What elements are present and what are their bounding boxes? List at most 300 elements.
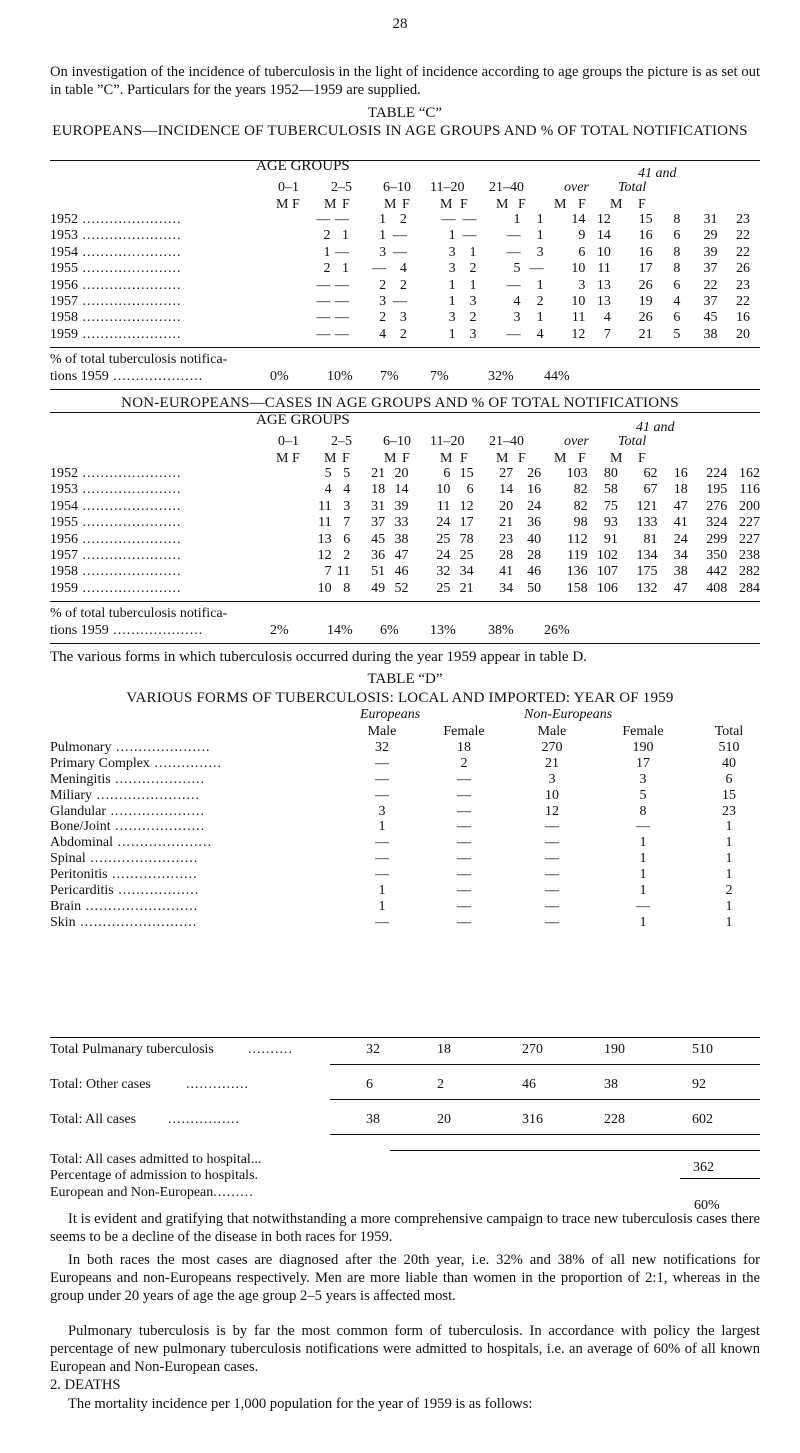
value-cell: 25 [436, 531, 451, 547]
table-row [50, 261, 750, 277]
age-group-header: over [564, 180, 589, 195]
year: 1959 [50, 326, 78, 342]
sex-header: F [518, 451, 526, 466]
sex-header: M [276, 197, 289, 212]
value-cell: — [334, 277, 349, 293]
value-cell: 4 [536, 326, 544, 342]
value-cell: 5 [343, 466, 351, 481]
percentage-value: 13% [430, 623, 456, 638]
year: 1953 [50, 228, 78, 244]
table-d [50, 724, 762, 931]
value-cell: 8 [673, 244, 681, 260]
value-cell: 12 [545, 803, 559, 819]
total-rule [330, 1064, 760, 1065]
form-name-cell [50, 899, 350, 915]
form-name-cell [50, 883, 350, 899]
value-cell: — [506, 228, 521, 244]
sex-header: M [384, 451, 397, 466]
value-cell: — [375, 851, 389, 867]
column-header: Male [367, 724, 397, 739]
value-cell: 25 [459, 548, 474, 564]
value-cell: 31 [703, 212, 718, 227]
value-cell: 6 [466, 482, 474, 498]
value-cell: 40 [527, 531, 542, 547]
value-cell: 5 [324, 466, 332, 481]
value-cell: — [545, 883, 559, 899]
percentage-value: 60% [694, 1198, 720, 1213]
value-cell: 24 [436, 515, 451, 531]
form-name-cell [50, 804, 350, 820]
value-cell: 36 [371, 548, 386, 564]
value-cell: 41 [673, 515, 688, 531]
sex-header: M [496, 197, 509, 212]
value-cell: 23 [736, 277, 750, 293]
value-cell: — [372, 261, 387, 277]
value-cell: 6 [673, 310, 681, 326]
value-cell: 1 [378, 898, 386, 914]
sex-header: M [384, 197, 397, 212]
value-cell: 34 [673, 548, 688, 564]
leader-dots: ...................... [78, 326, 182, 342]
table-row [50, 788, 762, 804]
forms-intro: The various forms in which tuberculosis occurred during the year 1959 appear in table D. [50, 649, 587, 665]
value-cell: 25 [436, 580, 451, 596]
value-cell: — [375, 835, 389, 851]
value-cell: 136 [566, 564, 588, 580]
table-row [50, 564, 760, 580]
value-cell: 26 [527, 466, 542, 481]
value-cell: 106 [596, 580, 618, 596]
value-cell: 2 [399, 326, 407, 342]
value-cell: 103 [566, 466, 588, 481]
value-cell: 2 [469, 310, 477, 326]
value-cell: 2 [379, 310, 387, 326]
value-cell: 23 [499, 531, 514, 547]
percentage-value: 38% [488, 623, 514, 638]
sex-header: F [342, 197, 350, 212]
value-cell: 12 [571, 326, 586, 342]
value-cell: 1 [536, 277, 544, 293]
value-cell: — [457, 867, 471, 883]
value-cell: 82 [573, 498, 588, 514]
year: 1952 [50, 466, 78, 481]
value-cell: 1 [448, 326, 456, 342]
total-value: 92 [692, 1077, 706, 1092]
value-cell: 1 [378, 819, 386, 835]
table-row [50, 212, 750, 228]
value-cell: 1 [536, 228, 544, 244]
value-cell: 1 [379, 228, 387, 244]
value-cell: 2 [536, 294, 544, 310]
leader-dots: .................... [110, 819, 206, 835]
leader-dots: ........................ [85, 851, 199, 867]
value-cell: 23 [736, 212, 750, 227]
age-group-header: Total [618, 434, 647, 449]
sex-header: M [440, 197, 453, 212]
year: 1954 [50, 498, 78, 514]
value-cell: 9 [578, 228, 586, 244]
value-cell: 132 [636, 580, 658, 596]
value-cell: 33 [394, 515, 409, 531]
value-cell: — [375, 787, 389, 803]
value-cell: 10 [317, 580, 332, 596]
table-c-pct-label-1: % of total tuberculosis notifica- [50, 352, 228, 367]
table-row [50, 310, 750, 326]
year-cell [50, 327, 314, 343]
value-cell: 37 [703, 294, 718, 310]
leader-dots: ..................... [105, 803, 205, 819]
form-name: Brain [50, 898, 82, 914]
value-cell: 3 [469, 326, 477, 342]
value-cell: 10 [545, 787, 559, 803]
value-cell: 49 [371, 580, 386, 596]
value-cell: 1 [639, 914, 647, 930]
spacer [50, 724, 350, 740]
value-cell: 112 [567, 531, 588, 547]
paragraph-pulmonary: Pulmonary tuberculosis is by far the most common form of tuberculosis. In accordance with policy the largest percentage of new pulmonary tuberculosis notifications were admitted to hospitals, i.e. an average of 60% of all known European and Non-European cases. [50, 1323, 760, 1375]
value-cell: 93 [603, 515, 618, 531]
leader-dots: ................ [168, 1112, 240, 1127]
value-cell: 32 [375, 739, 389, 755]
leader-dots: ...................... [78, 277, 182, 293]
value-cell: — [375, 755, 389, 771]
value-cell: 3 [639, 771, 647, 787]
value-cell: 8 [639, 803, 647, 819]
year-cell [50, 212, 314, 228]
value-cell: 4 [673, 294, 681, 310]
age-group-header: 6–10 [383, 180, 411, 195]
value-cell: 1 [378, 883, 386, 899]
value-cell: 3 [513, 310, 521, 326]
table-row [50, 245, 750, 261]
value-cell: — [457, 787, 471, 803]
value-cell: 276 [706, 498, 728, 514]
value-cell: 13 [596, 277, 611, 293]
leader-dots: ......................... [81, 898, 199, 914]
sex-header: F [638, 197, 646, 212]
percentage-label-2: European and Non-European......... [50, 1185, 254, 1200]
year: 1953 [50, 482, 78, 498]
leader-dots: ..................... [113, 835, 212, 851]
value-cell: 27 [499, 466, 514, 481]
form-name-cell [50, 835, 350, 851]
year-cell [50, 466, 315, 482]
value-cell: 50 [527, 580, 542, 596]
leader-dots: ..................... [111, 739, 211, 755]
table-row [50, 756, 762, 772]
value-cell: 2 [399, 277, 407, 293]
column-header: Female [622, 724, 664, 739]
value-cell: 16 [736, 310, 750, 326]
value-cell: — [545, 867, 559, 883]
total-value: 6 [366, 1077, 373, 1092]
value-cell: 22 [703, 277, 718, 293]
sex-header: F [518, 197, 526, 212]
value-cell: 3 [379, 294, 387, 310]
value-cell: 58 [603, 482, 618, 498]
table-c2-pct-label-2: tions 1959 .................... [50, 623, 204, 638]
year-cell [50, 548, 315, 564]
year: 1956 [50, 277, 78, 293]
value-cell: — [316, 310, 331, 326]
column-header: Female [443, 724, 485, 739]
sex-header: F [578, 451, 586, 466]
table-c-age-groups: AGE GROUPS [256, 158, 350, 174]
value-cell: 1 [725, 835, 733, 851]
percentage-value: 2% [270, 623, 289, 638]
form-name-cell [50, 788, 350, 804]
value-cell: 11 [318, 515, 332, 531]
percentage-value: 0% [270, 369, 289, 384]
sex-header: M [440, 451, 453, 466]
leader-dots: ....................... [92, 787, 200, 803]
value-cell: 31 [371, 498, 386, 514]
age-group-header: 11–20 [430, 434, 465, 449]
table-row [50, 482, 760, 498]
value-cell: 82 [573, 482, 588, 498]
year-cell [50, 310, 314, 326]
value-cell: 3 [469, 294, 477, 310]
value-cell: 119 [567, 548, 588, 564]
value-cell: 17 [636, 755, 650, 771]
value-cell: 98 [573, 515, 588, 531]
value-cell: 15 [722, 787, 736, 803]
year: 1957 [50, 548, 78, 564]
value-cell: 1 [725, 898, 733, 914]
value-cell: 1 [469, 277, 477, 293]
value-cell: 10 [571, 261, 586, 277]
total-rule [330, 1134, 760, 1135]
year-cell [50, 482, 315, 498]
value-cell: — [334, 294, 349, 310]
value-cell: 3 [548, 771, 556, 787]
total-value: 18 [437, 1042, 451, 1057]
sex-header: F [638, 451, 646, 466]
value-cell: 1 [341, 228, 349, 244]
value-cell: 11 [436, 498, 451, 514]
year: 1954 [50, 244, 78, 260]
value-cell: 1 [639, 883, 647, 899]
value-cell: 1 [513, 212, 521, 227]
value-cell: 17 [638, 261, 653, 277]
value-cell: 36 [527, 515, 542, 531]
value-cell: 16 [638, 228, 653, 244]
value-cell: 133 [636, 515, 658, 531]
value-cell: 2 [379, 277, 387, 293]
value-cell: 11 [318, 498, 332, 514]
value-cell: 24 [673, 531, 688, 547]
value-cell: 121 [636, 498, 658, 514]
value-cell: 91 [603, 531, 618, 547]
value-cell: 2 [460, 755, 468, 771]
percentage-value: 32% [488, 369, 514, 384]
year-cell [50, 515, 315, 531]
value-cell: 158 [566, 580, 588, 596]
age-group-header: 21–40 [489, 180, 524, 195]
value-cell: 1 [725, 867, 733, 883]
table-c-title-rule [50, 160, 760, 161]
leader-dots: .................... [110, 771, 206, 787]
value-cell: — [316, 294, 331, 310]
year-cell [50, 294, 314, 310]
value-cell: 13 [317, 531, 332, 547]
paragraph-mortality: The mortality incidence per 1,000 population for the year of 1959 is as follows: [68, 1396, 533, 1412]
table-row [50, 883, 762, 899]
form-name-cell [50, 772, 350, 788]
value-cell: — [457, 835, 471, 851]
value-cell: 21 [638, 326, 653, 342]
value-cell: 3 [448, 261, 456, 277]
value-cell: 5 [639, 787, 647, 803]
value-cell: 1 [469, 244, 477, 260]
value-cell: 28 [499, 548, 514, 564]
value-cell: — [334, 310, 349, 326]
value-cell: 2 [343, 548, 351, 564]
value-cell: — [506, 244, 521, 260]
section-deaths: 2. DEATHS [50, 1377, 121, 1393]
value-cell: 5 [513, 261, 521, 277]
sex-header: F [342, 451, 350, 466]
sex-header: M [496, 451, 509, 466]
total-label: Total Pulmanary tuberculosis [50, 1042, 214, 1057]
value-cell: — [636, 898, 650, 914]
value-cell: 1 [639, 867, 647, 883]
value-cell: 26 [736, 261, 750, 277]
table-row [50, 915, 762, 931]
value-cell: 24 [436, 548, 451, 564]
value-cell: 20 [394, 466, 409, 481]
table-c-title: EUROPEANS—INCIDENCE OF TUBERCULOSIS IN AGE GROUPS AND % OF TOTAL NOTIFICATIONS [52, 123, 748, 139]
admitted-under-rule [680, 1178, 760, 1179]
value-cell: 6 [343, 531, 351, 547]
value-cell: 162 [739, 466, 760, 481]
value-cell: 16 [527, 482, 542, 498]
value-cell: — [316, 277, 331, 293]
table-c2-title-rule [50, 412, 760, 413]
age-group-header: 11–20 [430, 180, 465, 195]
value-cell: 284 [739, 580, 760, 596]
value-cell: 18 [673, 482, 688, 498]
value-cell: 3 [448, 244, 456, 260]
sex-header: F [292, 197, 300, 212]
value-cell: 26 [638, 310, 653, 326]
year: 1955 [50, 515, 78, 531]
value-cell: 46 [527, 564, 542, 580]
value-cell: 11 [336, 564, 351, 580]
age-group-header: 0–1 [278, 434, 299, 449]
leader-dots: .......................... [75, 914, 198, 930]
sex-header: M [554, 197, 567, 212]
value-cell: 2 [399, 212, 407, 227]
value-cell: 37 [703, 261, 718, 277]
sex-header: M [324, 197, 337, 212]
year-cell [50, 564, 315, 580]
table-row [50, 466, 760, 482]
value-cell: 3 [448, 310, 456, 326]
value-cell: 14 [571, 212, 586, 227]
value-cell: 2 [323, 228, 331, 244]
value-cell: 21 [499, 515, 514, 531]
value-cell: 12 [596, 212, 611, 227]
value-cell: — [375, 867, 389, 883]
table-c2-pct-label-1: % of total tuberculosis notifica- [50, 606, 228, 621]
value-cell: 8 [673, 261, 681, 277]
value-cell: 4 [513, 294, 521, 310]
total-value: 38 [366, 1112, 380, 1127]
year-cell [50, 499, 315, 515]
leader-dots: ...................... [78, 548, 182, 564]
total-value: 270 [522, 1042, 543, 1057]
table-d-title: VARIOUS FORMS OF TUBERCULOSIS: LOCAL AND IMPORTED: YEAR OF 1959 [126, 690, 674, 706]
leader-dots: ...................... [78, 580, 182, 596]
value-cell: — [375, 771, 389, 787]
value-cell: 47 [673, 498, 688, 514]
value-cell: 10 [571, 294, 586, 310]
leader-dots: .......... [248, 1042, 293, 1057]
value-cell: 8 [673, 212, 681, 227]
value-cell: — [334, 244, 349, 260]
total-value: 38 [604, 1077, 618, 1092]
total-value: 602 [692, 1112, 713, 1127]
value-cell: 13 [596, 294, 611, 310]
value-cell: 4 [343, 482, 351, 498]
table-row [50, 327, 750, 343]
value-cell: — [457, 914, 471, 930]
value-cell: 1 [341, 261, 349, 277]
table-c2-rule [50, 601, 760, 602]
value-cell: 224 [706, 466, 728, 481]
value-cell: — [334, 212, 349, 227]
value-cell: 6 [673, 228, 681, 244]
table-row [50, 228, 750, 244]
value-cell: 175 [636, 564, 658, 580]
value-cell: 6 [673, 277, 681, 293]
value-cell: 47 [394, 548, 409, 564]
age-group-header: over [564, 434, 589, 449]
admitted-label: Total: All cases admitted to hospital... [50, 1152, 262, 1167]
table-c2-bottom-rule [50, 643, 760, 644]
leader-dots: ...................... [78, 466, 182, 481]
value-cell: 324 [706, 515, 728, 531]
value-cell: 3 [399, 310, 407, 326]
value-cell: — [529, 261, 544, 277]
value-cell: — [316, 212, 331, 227]
age-group-header: 0–1 [278, 180, 299, 195]
age-group-header: Total [618, 180, 647, 195]
year: 1952 [50, 212, 78, 227]
value-cell: 1 [725, 819, 733, 835]
value-cell: 8 [343, 580, 351, 596]
form-name: Glandular [50, 803, 106, 819]
value-cell: 40 [722, 755, 736, 771]
value-cell: — [334, 326, 349, 342]
total-value: 190 [604, 1042, 625, 1057]
value-cell: 41 [499, 564, 514, 580]
value-cell: 195 [706, 482, 728, 498]
table-d-label: TABLE “D” [367, 671, 443, 687]
value-cell: 3 [378, 803, 386, 819]
value-cell: 16 [673, 466, 688, 481]
leader-dots: ...................... [78, 515, 182, 531]
value-cell: 22 [736, 228, 750, 244]
value-cell: 78 [459, 531, 474, 547]
year-cell [50, 278, 314, 294]
year: 1958 [50, 564, 78, 580]
value-cell: 14 [499, 482, 514, 498]
value-cell: 18 [457, 739, 471, 755]
value-cell: 6 [578, 244, 586, 260]
value-cell: 4 [603, 310, 611, 326]
